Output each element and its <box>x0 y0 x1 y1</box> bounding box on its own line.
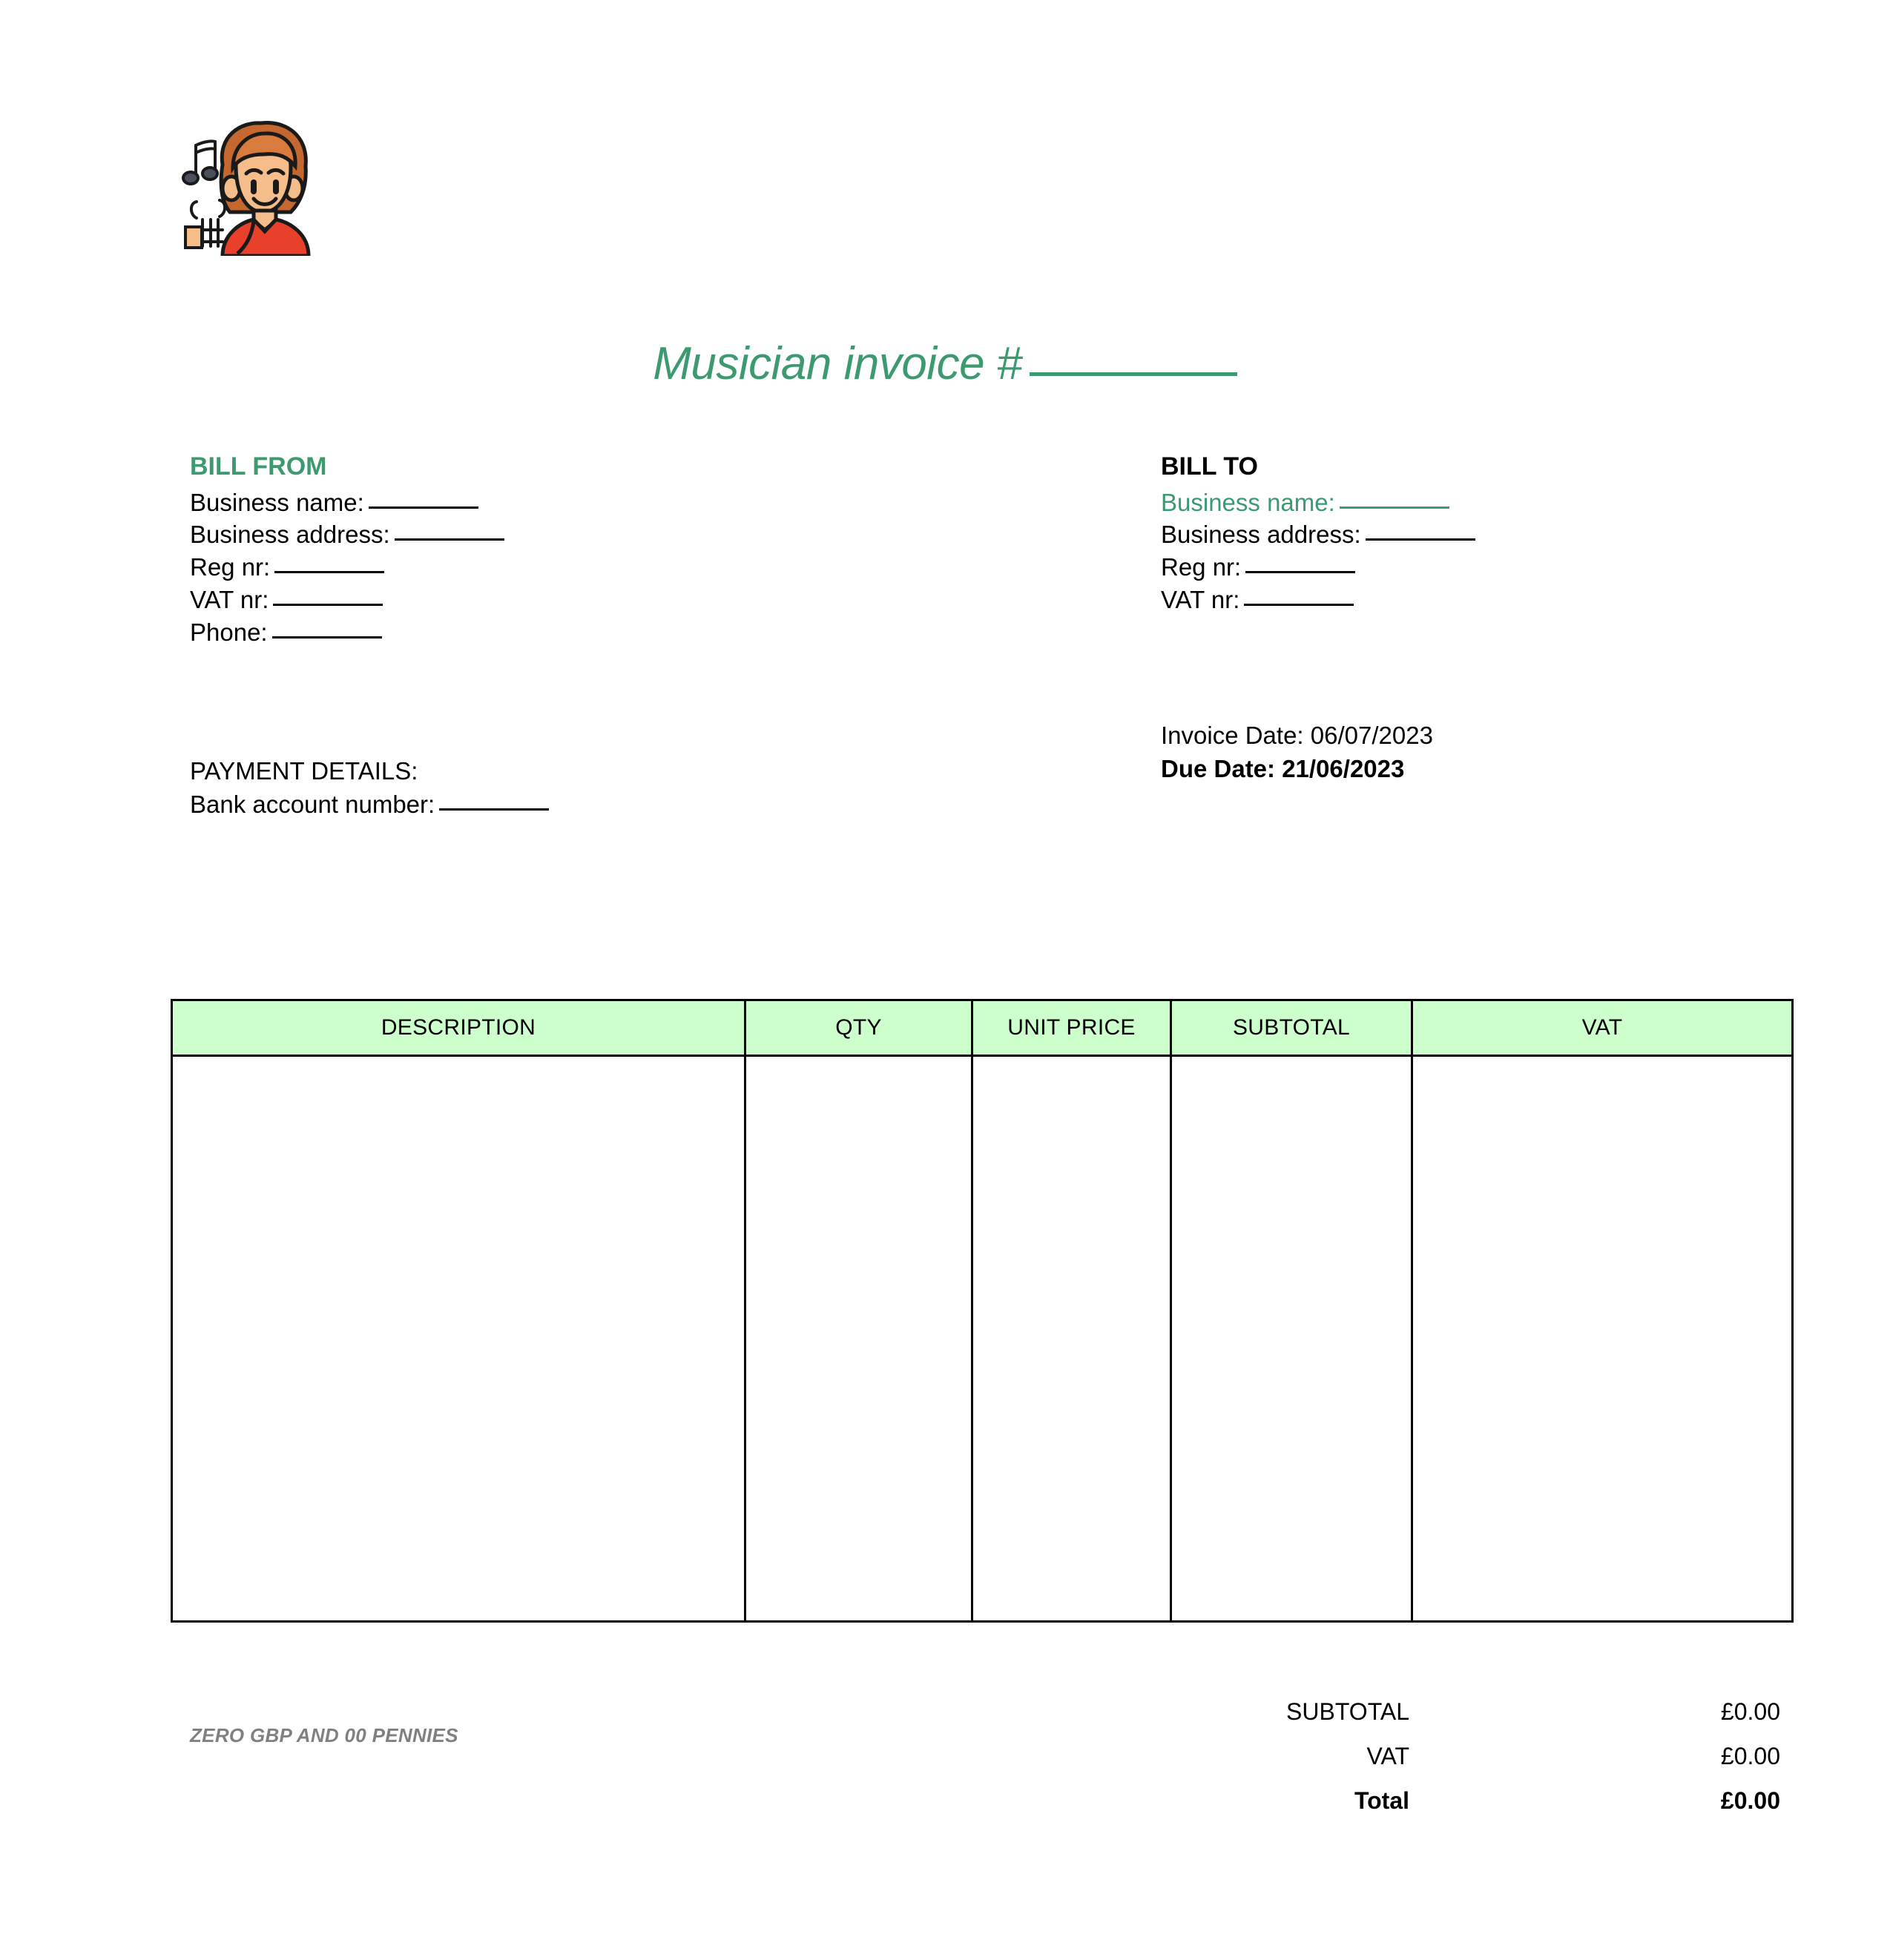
bill-from-phone-row <box>190 616 857 649</box>
totals-label-total: Total <box>1354 1787 1409 1814</box>
bill-to-reg-nr-row <box>1161 551 1828 584</box>
column-header-description: DESCRIPTION <box>172 1000 745 1056</box>
bill-to-business-name-label: Business name: <box>1161 488 1335 516</box>
cell-description[interactable] <box>172 1056 745 1622</box>
bill-from-vat-nr-row <box>190 584 857 616</box>
totals-block <box>1038 1698 1780 1832</box>
totals-row-vat <box>1038 1743 1780 1787</box>
musician-emoji-icon <box>169 111 321 256</box>
payment-details-block <box>190 755 1006 822</box>
bill-from-reg-nr-input[interactable] <box>274 571 384 573</box>
totals-value-total: £0.00 <box>1720 1787 1780 1814</box>
table-row <box>172 1056 1793 1622</box>
totals-value-vat: £0.00 <box>1720 1743 1780 1769</box>
page-title-text: Musician invoice # <box>653 338 1022 389</box>
musician-logo <box>169 111 321 256</box>
bill-to-vat-nr-label: VAT nr: <box>1161 586 1240 614</box>
bill-to-block <box>1161 451 1828 616</box>
line-items-table <box>171 999 1794 1623</box>
bill-from-business-address-row <box>190 518 857 551</box>
cell-unit-price[interactable] <box>972 1056 1171 1622</box>
bill-from-phone-input[interactable] <box>272 636 382 639</box>
bill-to-business-address-row <box>1161 518 1828 551</box>
bill-from-heading: BILL FROM <box>190 452 327 481</box>
bill-to-business-name-row <box>1161 486 1828 519</box>
dates-block <box>1161 719 1828 786</box>
bank-account-label: Bank account number: <box>190 790 435 818</box>
bill-to-reg-nr-label: Reg nr: <box>1161 553 1242 581</box>
totals-value-subtotal: £0.00 <box>1720 1698 1780 1725</box>
bill-from-vat-nr-input[interactable] <box>273 604 383 606</box>
bill-to-reg-nr-input[interactable] <box>1245 571 1355 573</box>
bill-to-business-name-input[interactable] <box>1340 507 1449 509</box>
bill-from-business-name-label: Business name: <box>190 488 364 516</box>
bill-to-vat-nr-input[interactable] <box>1244 604 1354 606</box>
bill-from-reg-nr-label: Reg nr: <box>190 553 271 581</box>
invoice-date: Invoice Date: 06/07/2023 <box>1161 722 1433 749</box>
payment-details-heading: PAYMENT DETAILS: <box>190 757 418 785</box>
bill-to-heading: BILL TO <box>1161 452 1258 481</box>
bill-from-business-name-row <box>190 486 857 519</box>
bank-account-row <box>190 788 1006 822</box>
column-header-unit-price: UNIT PRICE <box>972 1000 1171 1056</box>
page-title <box>0 337 1890 390</box>
totals-label-vat: VAT <box>1366 1743 1409 1769</box>
bill-from-business-name-input[interactable] <box>369 507 478 509</box>
cell-vat[interactable] <box>1412 1056 1793 1622</box>
column-header-subtotal: SUBTOTAL <box>1171 1000 1412 1056</box>
bill-from-block <box>190 451 857 649</box>
cell-qty[interactable] <box>745 1056 972 1622</box>
bill-to-business-address-label: Business address: <box>1161 521 1361 549</box>
bill-from-reg-nr-row <box>190 551 857 584</box>
due-date: Due Date: 21/06/2023 <box>1161 754 1405 782</box>
bill-from-business-address-label: Business address: <box>190 521 390 549</box>
totals-row-subtotal <box>1038 1698 1780 1743</box>
bank-account-input[interactable] <box>439 808 549 811</box>
column-header-qty: QTY <box>745 1000 972 1056</box>
amount-in-words: ZERO GBP AND 00 PENNIES <box>190 1724 458 1746</box>
totals-row-total <box>1038 1787 1780 1832</box>
table-header-row <box>172 1000 1793 1056</box>
bill-to-vat-nr-row <box>1161 584 1828 616</box>
totals-label-subtotal: SUBTOTAL <box>1286 1698 1409 1725</box>
cell-subtotal[interactable] <box>1171 1056 1412 1622</box>
bill-from-vat-nr-label: VAT nr: <box>190 586 269 614</box>
bill-to-business-address-input[interactable] <box>1366 538 1475 541</box>
bill-from-business-address-input[interactable] <box>395 538 504 541</box>
column-header-vat: VAT <box>1412 1000 1793 1056</box>
invoice-number-blank[interactable] <box>1030 372 1237 376</box>
bill-from-phone-label: Phone: <box>190 618 268 647</box>
